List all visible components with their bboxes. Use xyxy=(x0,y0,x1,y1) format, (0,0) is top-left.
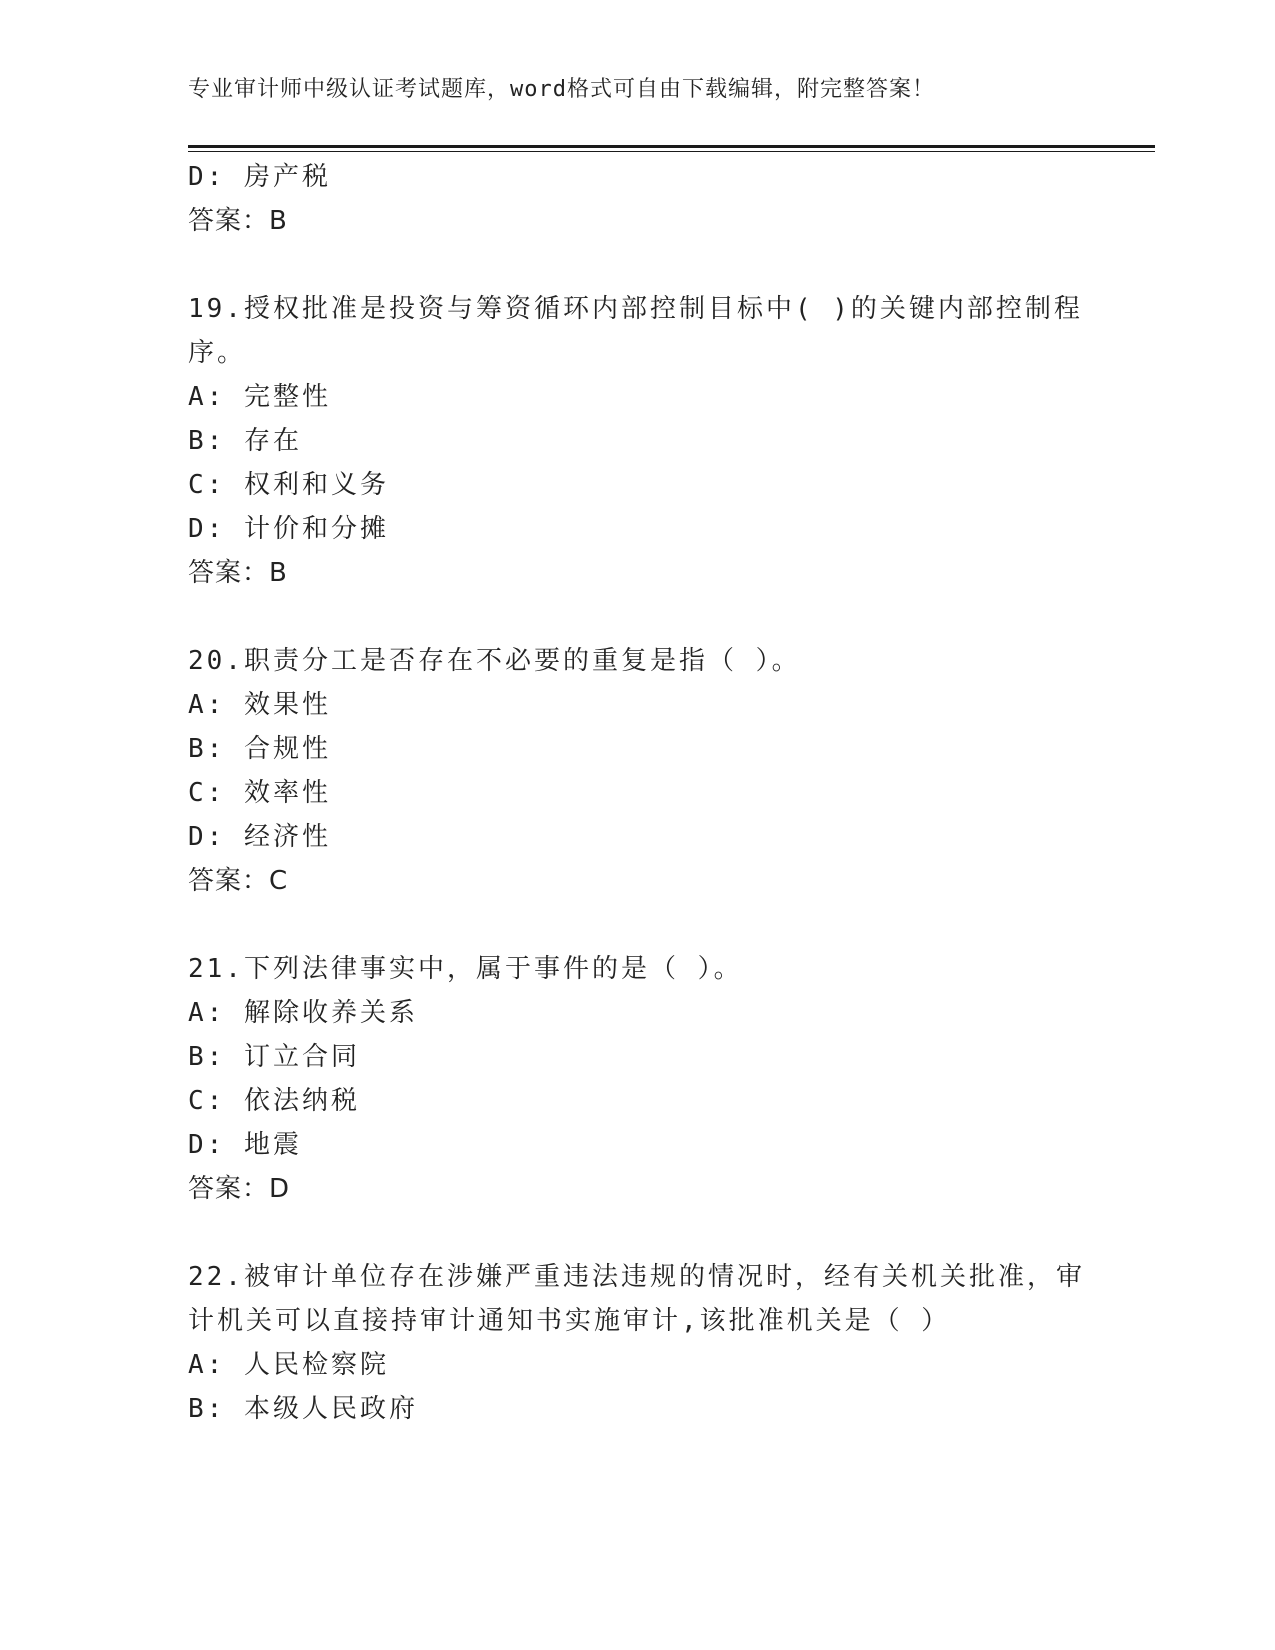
question-21-text: 21.下列法律事实中，属于事件的是（ ）。 xyxy=(188,954,743,984)
option-d-q19: D: 计价和分摊 xyxy=(188,514,389,544)
header-divider-thick xyxy=(188,145,1155,148)
question-19-text-line1: 19.授权批准是投资与筹资循环内部控制目标中( )的关键内部控制程 xyxy=(188,294,1083,324)
option-d-q20: D: 经济性 xyxy=(188,822,331,852)
option-a-q22: A: 人民检察院 xyxy=(188,1350,389,1380)
header-divider-thin xyxy=(188,151,1155,152)
answer-q18: 答案：B xyxy=(188,206,288,236)
option-c-q21: C: 依法纳税 xyxy=(188,1086,360,1116)
option-b-q19: B: 存在 xyxy=(188,426,302,456)
option-b-q22: B: 本级人民政府 xyxy=(188,1394,418,1424)
question-20-text: 20.职责分工是否存在不必要的重复是指（ ）。 xyxy=(188,646,801,676)
option-c-q19: C: 权利和义务 xyxy=(188,470,389,500)
answer-q19: 答案：B xyxy=(188,558,288,588)
question-19-text-line2: 序。 xyxy=(188,338,247,368)
option-d-q18: D: 房产税 xyxy=(188,162,331,192)
answer-q20: 答案：C xyxy=(188,866,289,896)
option-a-q20: A: 效果性 xyxy=(188,690,331,720)
answer-q21: 答案：D xyxy=(188,1174,291,1204)
question-22-text-line2: 计机关可以直接持审计通知书实施审计,该批准机关是（ ） xyxy=(188,1306,951,1336)
option-b-q20: B: 合规性 xyxy=(188,734,331,764)
option-a-q19: A: 完整性 xyxy=(188,382,331,412)
option-b-q21: B: 订立合同 xyxy=(188,1042,360,1072)
page-header: 专业审计师中级认证考试题库，word格式可自由下载编辑，附完整答案！ xyxy=(188,77,935,102)
option-d-q21: D: 地震 xyxy=(188,1130,302,1160)
option-a-q21: A: 解除收养关系 xyxy=(188,998,418,1028)
option-c-q20: C: 效率性 xyxy=(188,778,331,808)
question-22-text-line1: 22.被审计单位存在涉嫌严重违法违规的情况时，经有关机关批准，审 xyxy=(188,1262,1085,1292)
